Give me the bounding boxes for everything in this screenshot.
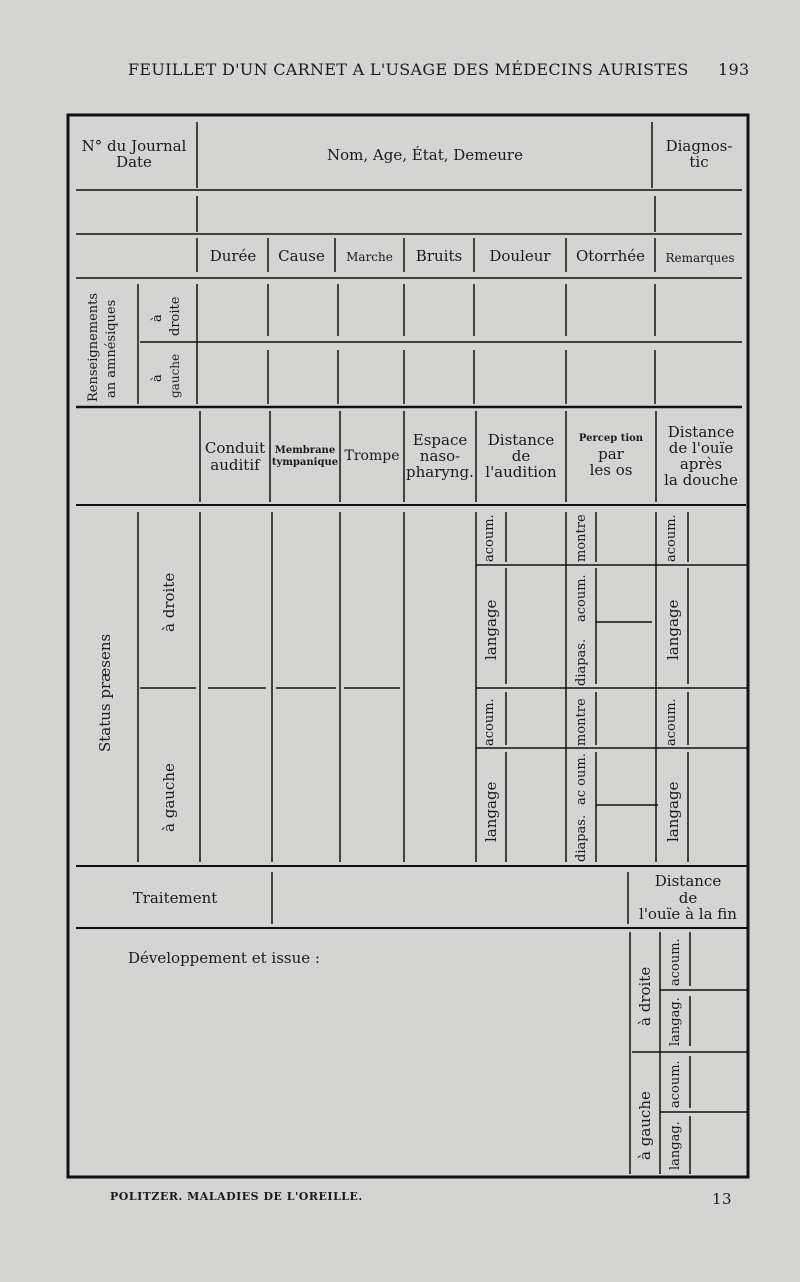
- conduit-label-1: Conduit: [204, 439, 266, 457]
- status-left-label: à gauche: [160, 763, 178, 832]
- perception-left-diapas: diapas.: [574, 814, 589, 862]
- distance-left-langage: langage: [482, 781, 500, 842]
- espace-label-1: Espace: [412, 431, 468, 449]
- final-right-label: à droite: [636, 966, 654, 1026]
- distance-left-acoum: acoum.: [482, 698, 497, 746]
- douche-label-1: Distance: [667, 423, 735, 441]
- footer-number: 13: [712, 1190, 733, 1208]
- journal-number-label: N° du Journal: [81, 137, 187, 155]
- espace-label-2: naso-: [419, 447, 461, 465]
- trompe-label: Trompe: [344, 448, 400, 464]
- diagnostic-label-1: Diagnos-: [665, 137, 733, 155]
- douche-label-2: de l'ouïe: [668, 439, 734, 457]
- final-left-langag: langag.: [668, 1121, 683, 1170]
- header-duree: Durée: [209, 247, 257, 265]
- perception-label-1: Percep tion: [578, 433, 644, 444]
- header-cause: Cause: [278, 247, 325, 265]
- douche-right-acoum: acoum.: [664, 514, 679, 562]
- final-left-label: à gauche: [636, 1091, 654, 1160]
- footer-signature: POLITZER. MALADIES DE L'OREILLE.: [110, 1190, 363, 1203]
- distance-label-3: l'audition: [485, 463, 557, 481]
- conduit-label-2: auditif: [210, 456, 260, 474]
- perception-left-montre: montre: [574, 698, 589, 746]
- anamnesis-left-2: gauche: [168, 353, 182, 398]
- header-bruits: Bruits: [415, 247, 463, 265]
- header-douleur: Douleur: [489, 247, 551, 265]
- final-left-acoum: acoum.: [668, 1060, 683, 1108]
- header-otorrhee: Otorrhée: [575, 247, 646, 265]
- douche-left-acoum: acoum.: [664, 698, 679, 746]
- distance-right-langage: langage: [482, 599, 500, 660]
- espace-label-3: pharyng.: [406, 463, 474, 481]
- distance-right-acoum: acoum.: [482, 514, 497, 562]
- header-remarques: Remarques: [665, 251, 735, 265]
- anamnesis-label-2: an amnésiques: [104, 299, 119, 398]
- perception-left-acoum: ac oum.: [574, 753, 589, 805]
- membrane-label-1: Membrane: [274, 445, 336, 456]
- anamnesis-right-1: à: [150, 314, 165, 322]
- status-praesens-label: Status præsens: [96, 633, 114, 752]
- developpement-label: Développement et issue :: [128, 949, 320, 967]
- distance-label-1: Distance: [487, 431, 555, 449]
- perception-right-diapas: diapas.: [574, 638, 589, 686]
- running-header: FEUILLET D'UN CARNET A L'USAGE DES MÉDECINS AURISTES: [128, 60, 689, 79]
- douche-left-langage: langage: [664, 781, 682, 842]
- membrane-label-2: tympanique: [271, 457, 339, 468]
- name-age-label: Nom, Age, État, Demeure: [327, 146, 523, 164]
- anamnesis-label-1: Renseignements: [86, 292, 101, 402]
- perception-right-acoum: acoum.: [574, 574, 589, 622]
- douche-label-3: après: [679, 455, 723, 473]
- perception-right-montre: montre: [574, 514, 589, 562]
- traitement-label: Traitement: [132, 889, 218, 907]
- diagnostic-label-2: tic: [689, 153, 709, 171]
- anamnesis-right-2: droite: [168, 296, 183, 336]
- distance-label-2: de: [511, 447, 531, 465]
- douche-label-4: la douche: [664, 471, 738, 489]
- douche-right-langage: langage: [664, 599, 682, 660]
- final-distance-label-3: l'ouïe à la fin: [639, 905, 737, 923]
- final-right-acoum: acoum.: [668, 938, 683, 986]
- final-distance-label-2: de: [678, 889, 698, 907]
- page-number: 193: [718, 60, 750, 79]
- perception-label-3: les os: [589, 461, 633, 479]
- status-right-label: à droite: [160, 572, 178, 632]
- header-marche: Marche: [346, 250, 393, 264]
- anamnesis-left-1: à: [150, 374, 165, 382]
- final-distance-label-1: Distance: [654, 872, 722, 890]
- perception-label-2: par: [598, 445, 624, 463]
- final-right-langag: langag.: [668, 997, 683, 1046]
- date-label: Date: [116, 153, 152, 171]
